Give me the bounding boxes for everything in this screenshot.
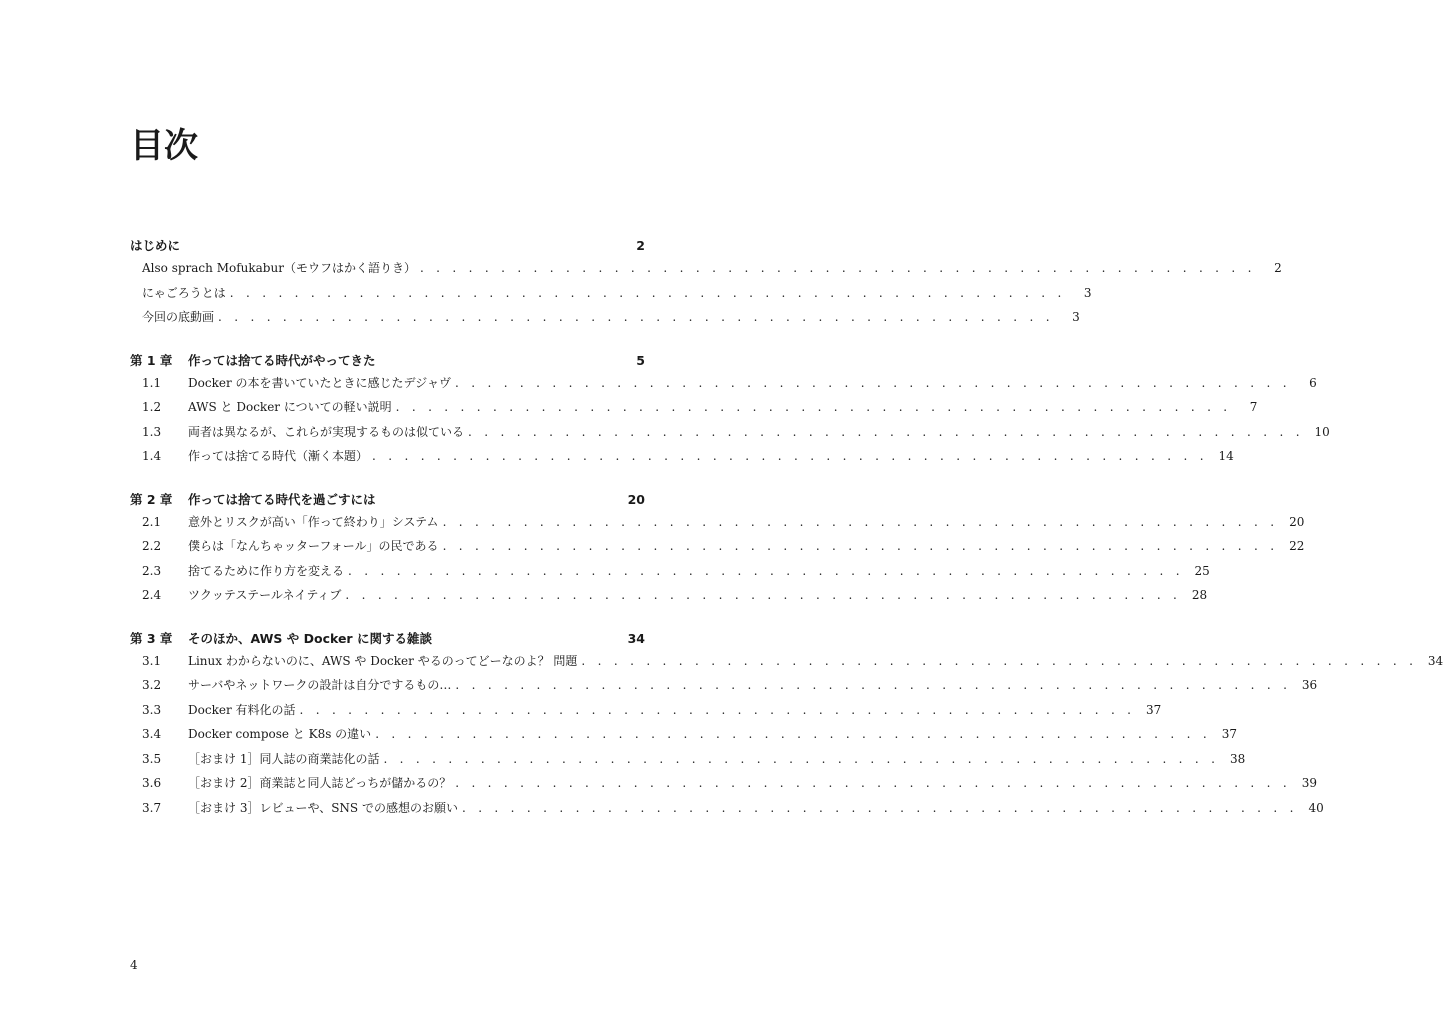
dot-leader: . . . . . . . . . . . . . . . . . . . . . . . . . . . . . . . . . . . . . . . . . . . . . . . . . . . . — [581, 653, 1418, 668]
section-page: 7 — [1249, 400, 1258, 414]
section-title: AWS と Docker についての軽い説明 — [188, 400, 392, 414]
section-number: 1.1 — [142, 375, 162, 390]
section-title: ［おまけ 2］商業誌と同人誌どっちが儲かるの？ — [188, 776, 452, 790]
section-title: Also sprach Mofukabur（モウフはかく語りき） — [142, 261, 416, 275]
toc-section-entry[interactable] — [130, 284, 1092, 309]
toc-section-entry[interactable] — [130, 259, 1282, 284]
dot-leader: . . . . . . . . . . . . . . . . . . . . . . . . . . . . . . . . . . . . . . . . . . . . . . . . . . . . — [299, 702, 1136, 717]
section-title: Linux わからないのに、AWS や Docker やるのってどーなのよ？ 問題 — [188, 653, 578, 668]
section-number: 2.4 — [142, 588, 162, 602]
dot-leader: . . . . . . . . . . . . . . . . . . . . . . . . . . . . . . . . . . . . . . . . . . . . . . . . . . . . — [395, 400, 1232, 414]
chapter-title: 作っては捨てる時代を過ごすには — [188, 491, 376, 507]
section-page: 6 — [1309, 375, 1317, 390]
section-number: 1.2 — [142, 400, 162, 414]
section-title: サーバやネットワークの設計は自分でするもの… — [188, 678, 452, 692]
section-page: 3 — [1083, 285, 1092, 300]
chapter-number: 第 3 章 — [130, 630, 173, 646]
section-title: Docker 有料化の話 — [188, 702, 296, 717]
toc-section-entry[interactable] — [130, 586, 1208, 611]
section-page: 14 — [1218, 449, 1234, 463]
section-number: 3.2 — [142, 678, 162, 692]
section-title: 今回の底動画 — [142, 310, 215, 324]
toc-section-entry[interactable] — [130, 652, 1443, 677]
section-title: 捨てるために作り方を変える — [188, 563, 345, 578]
section-title: 僕らは「なんちゃッターフォール」の民である — [188, 539, 439, 553]
section-title: 作っては捨てる時代（漸く本題） — [188, 449, 369, 463]
section-number: 3.1 — [142, 653, 162, 668]
section-page: 37 — [1221, 727, 1237, 741]
page-number: 4 — [130, 958, 138, 972]
section-page: 28 — [1191, 588, 1208, 602]
toc-chapter-entry[interactable] — [130, 351, 645, 374]
toc-section-entry[interactable] — [130, 701, 1162, 726]
section-number: 2.1 — [142, 514, 162, 529]
chapter-page: 2 — [636, 238, 645, 253]
section-page: 2 — [1274, 261, 1282, 275]
section-number: 3.6 — [142, 776, 162, 790]
page-title: 目次 — [130, 126, 198, 166]
dot-leader: . . . . . . . . . . . . . . . . . . . . . . . . . . . . . . . . . . . . . . . . . . . . . . . . . . . . — [419, 261, 1256, 275]
chapter-page: 20 — [627, 491, 645, 507]
chapter-number: 第 2 章 — [130, 491, 173, 507]
toc-section-entry[interactable] — [130, 423, 1330, 448]
dot-leader: . . . . . . . . . . . . . . . . . . . . . . . . . . . . . . . . . . . . . . . . . . . . . . . . . . . . — [468, 424, 1304, 439]
chapter-page: 34 — [627, 630, 645, 646]
dot-leader: . . . . . . . . . . . . . . . . . . . . . . . . . . . . . . . . . . . . . . . . . . . . . . . . . . . . — [455, 678, 1292, 692]
section-page: 40 — [1308, 800, 1324, 815]
toc-section-entry[interactable] — [130, 398, 1258, 423]
section-page: 25 — [1194, 563, 1210, 578]
toc-section-entry[interactable] — [130, 447, 1234, 472]
section-page: 22 — [1289, 539, 1305, 553]
dot-leader: . . . . . . . . . . . . . . . . . . . . . . . . . . . . . . . . . . . . . . . . . . . . . . . . . . . . — [383, 751, 1220, 766]
chapter-title: そのほか、AWS や Docker に関する雑談 — [188, 630, 432, 646]
section-title: 両者は異なるが、これらが実現するものは似ている — [188, 424, 465, 439]
section-page: 39 — [1301, 776, 1318, 790]
dot-leader: . . . . . . . . . . . . . . . . . . . . . . . . . . . . . . . . . . . . . . . . . . . . . . . . . . . . — [229, 285, 1066, 300]
toc-section-entry[interactable] — [130, 774, 1318, 799]
section-number: 3.4 — [142, 727, 162, 741]
chapter-title: はじめに — [130, 238, 181, 253]
chapter-page: 5 — [636, 352, 645, 368]
chapter-title: 作っては捨てる時代がやってきた — [188, 352, 376, 368]
section-page: 36 — [1301, 678, 1318, 692]
toc-section-entry[interactable] — [130, 513, 1305, 538]
section-page: 38 — [1229, 751, 1246, 766]
dot-leader: . . . . . . . . . . . . . . . . . . . . . . . . . . . . . . . . . . . . . . . . . . . . . . . . . . . . — [345, 588, 1182, 602]
section-title: Docker compose と K8s の違い — [188, 727, 372, 741]
toc-chapter-group — [130, 490, 1305, 611]
dot-leader: . . . . . . . . . . . . . . . . . . . . . . . . . . . . . . . . . . . . . . . . . . . . . . . . . . . . — [455, 375, 1291, 390]
section-number: 1.4 — [142, 449, 162, 463]
toc-section-entry[interactable] — [130, 725, 1237, 750]
section-page: 10 — [1314, 424, 1330, 439]
section-number: 2.2 — [142, 539, 162, 553]
toc-section-entry[interactable] — [130, 676, 1318, 701]
toc-section-entry[interactable] — [130, 799, 1324, 824]
section-page: 20 — [1289, 514, 1305, 529]
section-number: 3.7 — [142, 800, 162, 815]
toc-chapter-group — [130, 236, 1282, 333]
toc-section-entry[interactable] — [130, 537, 1305, 562]
dot-leader: . . . . . . . . . . . . . . . . . . . . . . . . . . . . . . . . . . . . . . . . . . . . . . . . . . . . — [218, 310, 1054, 324]
toc-section-entry[interactable] — [130, 308, 1080, 333]
table-of-contents — [130, 236, 1443, 841]
section-page: 34 — [1427, 653, 1443, 668]
toc-section-entry[interactable] — [130, 562, 1210, 587]
toc-chapter-entry[interactable] — [130, 490, 645, 513]
dot-leader: . . . . . . . . . . . . . . . . . . . . . . . . . . . . . . . . . . . . . . . . . . . . . . . . . . . . — [442, 514, 1279, 529]
section-title: ツクッテステールネイティブ — [188, 588, 342, 602]
toc-chapter-group — [130, 351, 1330, 472]
toc-chapter-entry[interactable] — [130, 629, 645, 652]
section-number: 1.3 — [142, 424, 162, 439]
toc-chapter-group — [130, 629, 1443, 824]
section-title: にゃごろうとは — [142, 285, 226, 300]
dot-leader: . . . . . . . . . . . . . . . . . . . . . . . . . . . . . . . . . . . . . . . . . . . . . . . . . . . . — [375, 727, 1211, 741]
dot-leader: . . . . . . . . . . . . . . . . . . . . . . . . . . . . . . . . . . . . . . . . . . . . . . . . . . . . — [348, 563, 1184, 578]
section-page: 3 — [1072, 310, 1080, 324]
section-title: ［おまけ 1］同人誌の商業誌化の話 — [188, 751, 380, 766]
toc-section-entry[interactable] — [130, 374, 1317, 399]
section-number: 2.3 — [142, 563, 162, 578]
dot-leader: . . . . . . . . . . . . . . . . . . . . . . . . . . . . . . . . . . . . . . . . . . . . . . . . . . . . — [461, 800, 1298, 815]
section-title: 意外とリスクが高い「作って終わり」システム — [188, 514, 439, 529]
section-number: 3.5 — [142, 751, 162, 766]
dot-leader: . . . . . . . . . . . . . . . . . . . . . . . . . . . . . . . . . . . . . . . . . . . . . . . . . . . . — [442, 539, 1279, 553]
toc-chapter-entry[interactable] — [130, 236, 645, 259]
dot-leader: . . . . . . . . . . . . . . . . . . . . . . . . . . . . . . . . . . . . . . . . . . . . . . . . . . . . — [372, 449, 1208, 463]
toc-section-entry[interactable] — [130, 750, 1246, 775]
chapter-number: 第 1 章 — [130, 352, 173, 368]
section-page: 37 — [1146, 702, 1162, 717]
section-title: ［おまけ 3］レビューや、SNS での感想のお願い — [188, 800, 458, 815]
dot-leader: . . . . . . . . . . . . . . . . . . . . . . . . . . . . . . . . . . . . . . . . . . . . . . . . . . . . — [455, 776, 1292, 790]
section-title: Docker の本を書いていたときに感じたデジャヴ — [188, 375, 452, 390]
section-number: 3.3 — [142, 702, 162, 717]
